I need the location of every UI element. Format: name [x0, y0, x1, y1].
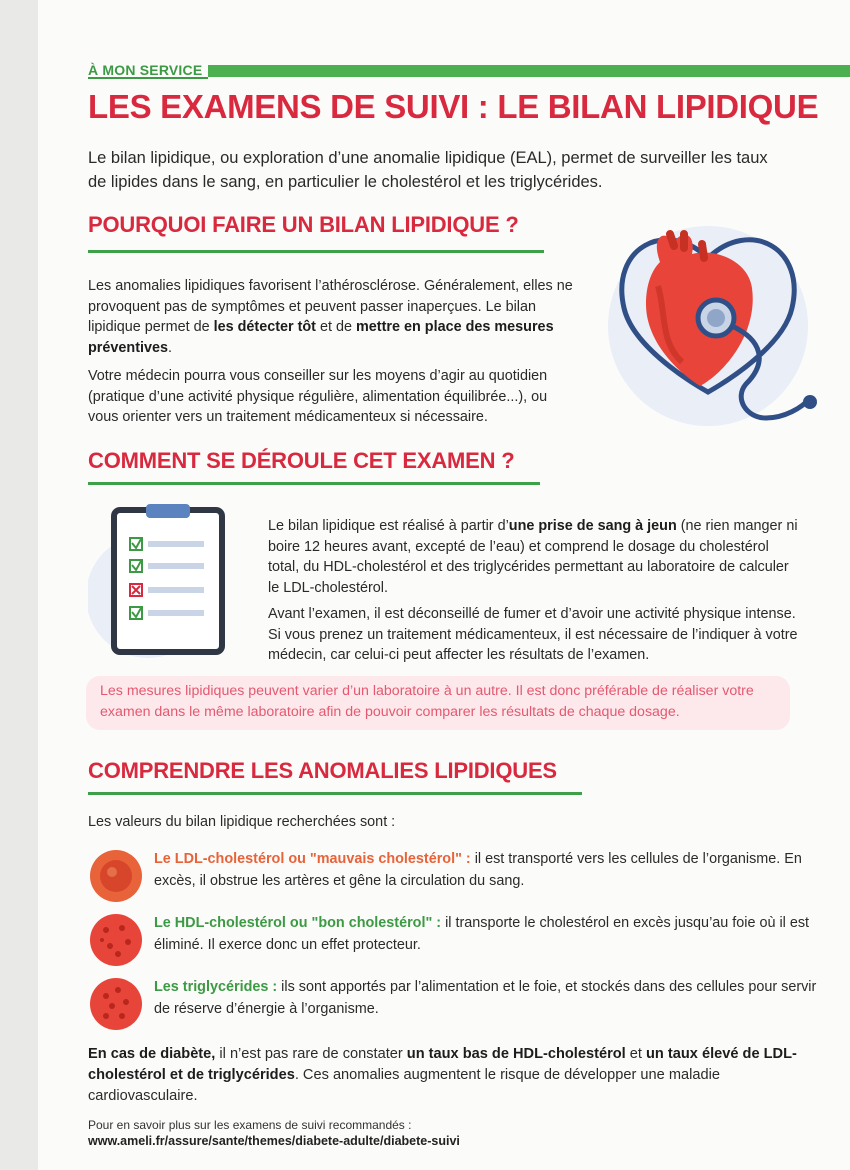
- heading-underline: [88, 250, 544, 253]
- bold-run: un taux bas de HDL-cholestérol: [406, 1046, 626, 1062]
- green-band-bar: [208, 65, 850, 77]
- triglyceride-term: Les triglycérides :: [154, 979, 278, 995]
- list-item: [88, 912, 828, 973]
- triglyceride-description: [154, 976, 828, 1037]
- bold-run: les détecter tôt: [213, 319, 316, 335]
- text-run: il n’est pas rare de constater: [215, 1046, 407, 1062]
- heading-comprendre: COMPRENDRE LES ANOMALIES LIPIDIQUES: [88, 758, 557, 783]
- text-run: et de: [315, 319, 356, 335]
- heading-comment: COMMENT SE DÉROULE CET EXAMEN ?: [88, 448, 515, 473]
- hdl-desc: il transporte le cholestérol en excès jusqu’au foie où il est éliminé. Il exerce donc un effet protecteur.: [154, 915, 810, 953]
- heart-stethoscope-icon: [596, 222, 822, 442]
- heading-underline: [88, 482, 540, 485]
- lipid-values-lead: Les valeurs du bilan lipidique recherchées sont :: [88, 814, 396, 830]
- text-run: (ne rien manger ni boire 12 heures avant, excepté de l’eau) et comprend le dosage du cholestérol total, du HDL-cholestérol et des triglycérides permettant au laboratoire de calculer le LDL-cholestérol.: [268, 518, 798, 596]
- bold-run: mettre en place des mesures préventives: [88, 319, 554, 356]
- text-run: .: [168, 339, 172, 356]
- pourquoi-text-2: Votre médecin pourra vous conseiller sur les moyens d’agir au quotidien (pratique d’une activité physique régulière, alimentation équilibrée...), ou vous orienter vers un traitement médicamenteux si nécessaire.: [88, 368, 548, 425]
- hdl-term: Le HDL-cholestérol ou "bon cholestérol" :: [154, 915, 442, 931]
- heading-pourquoi: POURQUOI FAIRE UN BILAN LIPIDIQUE ?: [88, 212, 519, 237]
- text-run: et: [625, 1046, 647, 1062]
- page-title: LES EXAMENS DE SUIVI : LE BILAN LIPIDIQUE: [88, 88, 819, 125]
- text-run: Le bilan lipidique est réalisé à partir d’: [268, 518, 509, 534]
- list-item: [88, 848, 828, 909]
- ldl-term: Le LDL-cholestérol ou "mauvais cholestérol" :: [154, 851, 471, 867]
- comment-text-2: Avant l’examen, il est déconseillé de fumer et d’avoir une activité physique intense. Si vous prenez un traitement médicamenteux, il est nécessaire de l’indiquer à votre médecin, car celui-ci peut affecter les résultats de l’examen.: [268, 606, 798, 663]
- ldl-desc: il est transporté vers les cellules de l’organisme. En excès, il obstrue les artères et gêne la circulation du sang.: [154, 851, 802, 889]
- bold-run: En cas de diabète,: [88, 1046, 216, 1062]
- footer-more-info: Pour en savoir plus sur les examens de suivi recommandés :: [88, 1118, 412, 1132]
- section-label: À MON SERVICE: [88, 63, 208, 79]
- laboratory-note: Les mesures lipidiques peuvent varier d’un laboratoire à un autre. Il est donc préférable de réaliser votre examen dans le même laboratoire afin de pouvoir comparer les résultats de chaque dosage.: [86, 676, 790, 730]
- ldl-description: [154, 848, 828, 909]
- section-band: [88, 64, 850, 78]
- footer-url-link[interactable]: www.ameli.fr/assure/sante/themes/diabete-adulte/diabete-suivi: [88, 1134, 460, 1148]
- triglyceride-particle-icon: [88, 976, 154, 1037]
- list-item: [88, 976, 828, 1037]
- text-run: Les anomalies lipidiques favorisent l’athérosclérose. Généralement, elles ne provoquent pas de symptômes et peuvent passer inaperçues. Le bilan lipidique permet de: [88, 278, 573, 335]
- intro-text: Le bilan lipidique, ou exploration d’une anomalie lipidique (EAL), permet de surveiller les taux de lipides dans le sang, en particulier le cholestérol et les triglycérides.: [88, 149, 768, 191]
- heading-underline: [88, 792, 582, 795]
- clipboard-checklist-icon: [88, 500, 252, 662]
- hdl-particle-icon: [88, 912, 154, 973]
- comment-text: [268, 516, 800, 666]
- diabetes-summary: [88, 1044, 828, 1107]
- bold-run: une prise de sang à jeun: [508, 518, 677, 534]
- bold-run: un taux élevé de LDL-cholestérol et de triglycérides: [88, 1046, 797, 1083]
- ldl-particle-icon: [88, 848, 154, 909]
- triglyceride-desc: ils sont apportés par l’alimentation et le foie, et stockés dans des cellules pour servir de réserve d’énergie à l’organisme.: [154, 979, 817, 1017]
- hdl-description: [154, 912, 828, 973]
- pourquoi-text: [88, 276, 578, 428]
- text-run: . Ces anomalies augmentent le risque de développer une maladie cardiovasculaire.: [88, 1067, 720, 1104]
